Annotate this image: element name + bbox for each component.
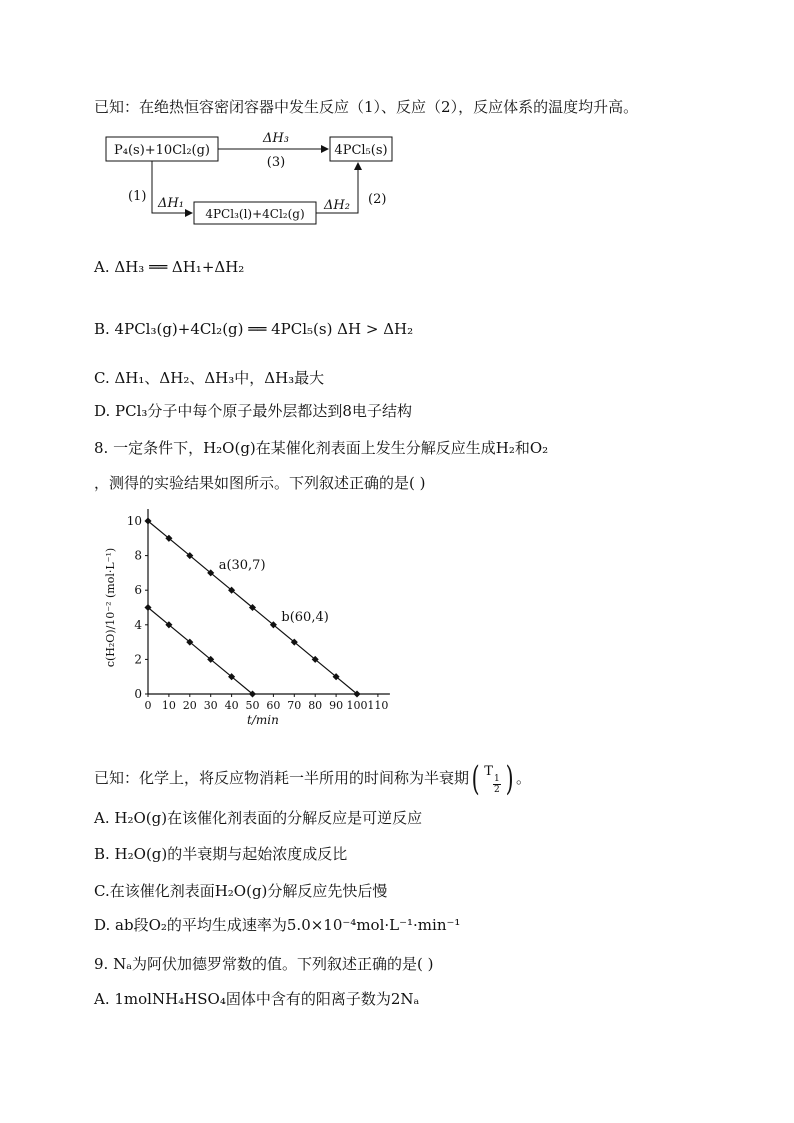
q8-known <box>94 759 531 799</box>
x-tick-label: 50 <box>245 699 260 712</box>
label-r3: (3) <box>266 155 286 170</box>
q8-stem-line1: 8. 一定条件下，H₂O(g)在某催化剂表面上发生分解反应生成H₂和O₂ <box>94 439 549 457</box>
label-dh1: ΔH₁ <box>158 196 184 211</box>
x-tick-label: 20 <box>182 699 197 712</box>
y-tick-label: 10 <box>126 514 142 528</box>
q7-intro: 已知：在绝热恒容密闭容器中发生反应（1）、反应（2），反应体系的温度均升高。 <box>94 98 639 116</box>
x-tick-label: 100 <box>346 699 368 712</box>
half-life-den: 2 <box>493 784 500 795</box>
q7-option-d: D. PCl₃分子中每个原子最外层都达到8电子结构 <box>94 402 412 420</box>
x-tick-label: 80 <box>308 699 323 712</box>
concentration-chart <box>94 500 404 739</box>
y-tick-label: 8 <box>134 548 142 563</box>
y-tick-label: 0 <box>134 687 142 701</box>
label-dh2: ΔH₂ <box>324 198 350 213</box>
half-life-t: T <box>484 763 493 779</box>
x-tick-label: 110 <box>367 699 389 712</box>
reaction-diagram <box>100 125 410 239</box>
q7-option-a: A. ΔH₃ ══ ΔH₁+ΔH₂ <box>94 258 245 276</box>
q8-stem-line2: ，测得的实验结果如图所示。下列叙述正确的是( ) <box>94 474 426 492</box>
x-tick-label: 60 <box>266 699 281 712</box>
q8-known-prefix: 已知：化学上，将反应物消耗一半所用的时间称为半衰期 <box>94 769 470 787</box>
label-r1: (1) <box>128 189 147 204</box>
box-product-label: 4PCl₅(s) <box>334 143 388 158</box>
q9-option-a: A. 1molNH₄HSO₄固体中含有的阳离子数为2Nₐ <box>94 990 420 1008</box>
annotation-label: a(30,7) <box>218 557 266 573</box>
q9-stem: 9. Nₐ为阿伏加德罗常数的值。下列叙述正确的是( ) <box>94 955 434 973</box>
label-r2: (2) <box>368 192 387 207</box>
q7-option-c: C. ΔH₁、ΔH₂、ΔH₃中，ΔH₃最大 <box>94 369 325 387</box>
q8-known-suffix: 。 <box>515 769 531 787</box>
q8-option-c: C.在该催化剂表面H₂O(g)分解反应先快后慢 <box>94 882 388 900</box>
x-tick-label: 10 <box>161 699 176 712</box>
y-tick-label: 2 <box>134 652 142 667</box>
box-reactants-label: P₄(s)+10Cl₂(g) <box>114 143 210 158</box>
half-life-num: 1 <box>493 773 500 784</box>
x-tick-label: 40 <box>224 699 239 712</box>
q8-option-d: D. ab段O₂的平均生成速率为5.0×10⁻⁴mol·L⁻¹·min⁻¹ <box>94 916 461 934</box>
q8-option-a: A. H₂O(g)在该催化剂表面的分解反应是可逆反应 <box>94 809 423 827</box>
x-tick-label: 70 <box>287 699 302 712</box>
series-line-lower <box>148 608 253 695</box>
q7-option-b: B. 4PCl₃(g)+4Cl₂(g) ══ 4PCl₅(s) ΔH > ΔH₂ <box>94 320 414 338</box>
annotation-label: b(60,4) <box>281 609 329 625</box>
y-tick-label: 6 <box>134 583 142 598</box>
y-tick-label: 4 <box>134 617 142 632</box>
half-life-symbol: ( T $\frac{1}{2}$ ) <box>471 759 514 799</box>
x-tick-label: 90 <box>329 699 344 712</box>
y-axis-label: c(H₂O)/10⁻² (mol·L⁻¹) <box>104 547 117 668</box>
x-tick-label: 0 <box>144 699 152 712</box>
x-tick-label: 30 <box>203 699 218 712</box>
x-axis-label: t/min <box>247 713 279 727</box>
q8-option-b: B. H₂O(g)的半衰期与起始浓度成反比 <box>94 845 348 863</box>
label-dh3: ΔH₃ <box>263 131 289 146</box>
box-intermediate-label: 4PCl₃(l)+4Cl₂(g) <box>205 207 305 221</box>
